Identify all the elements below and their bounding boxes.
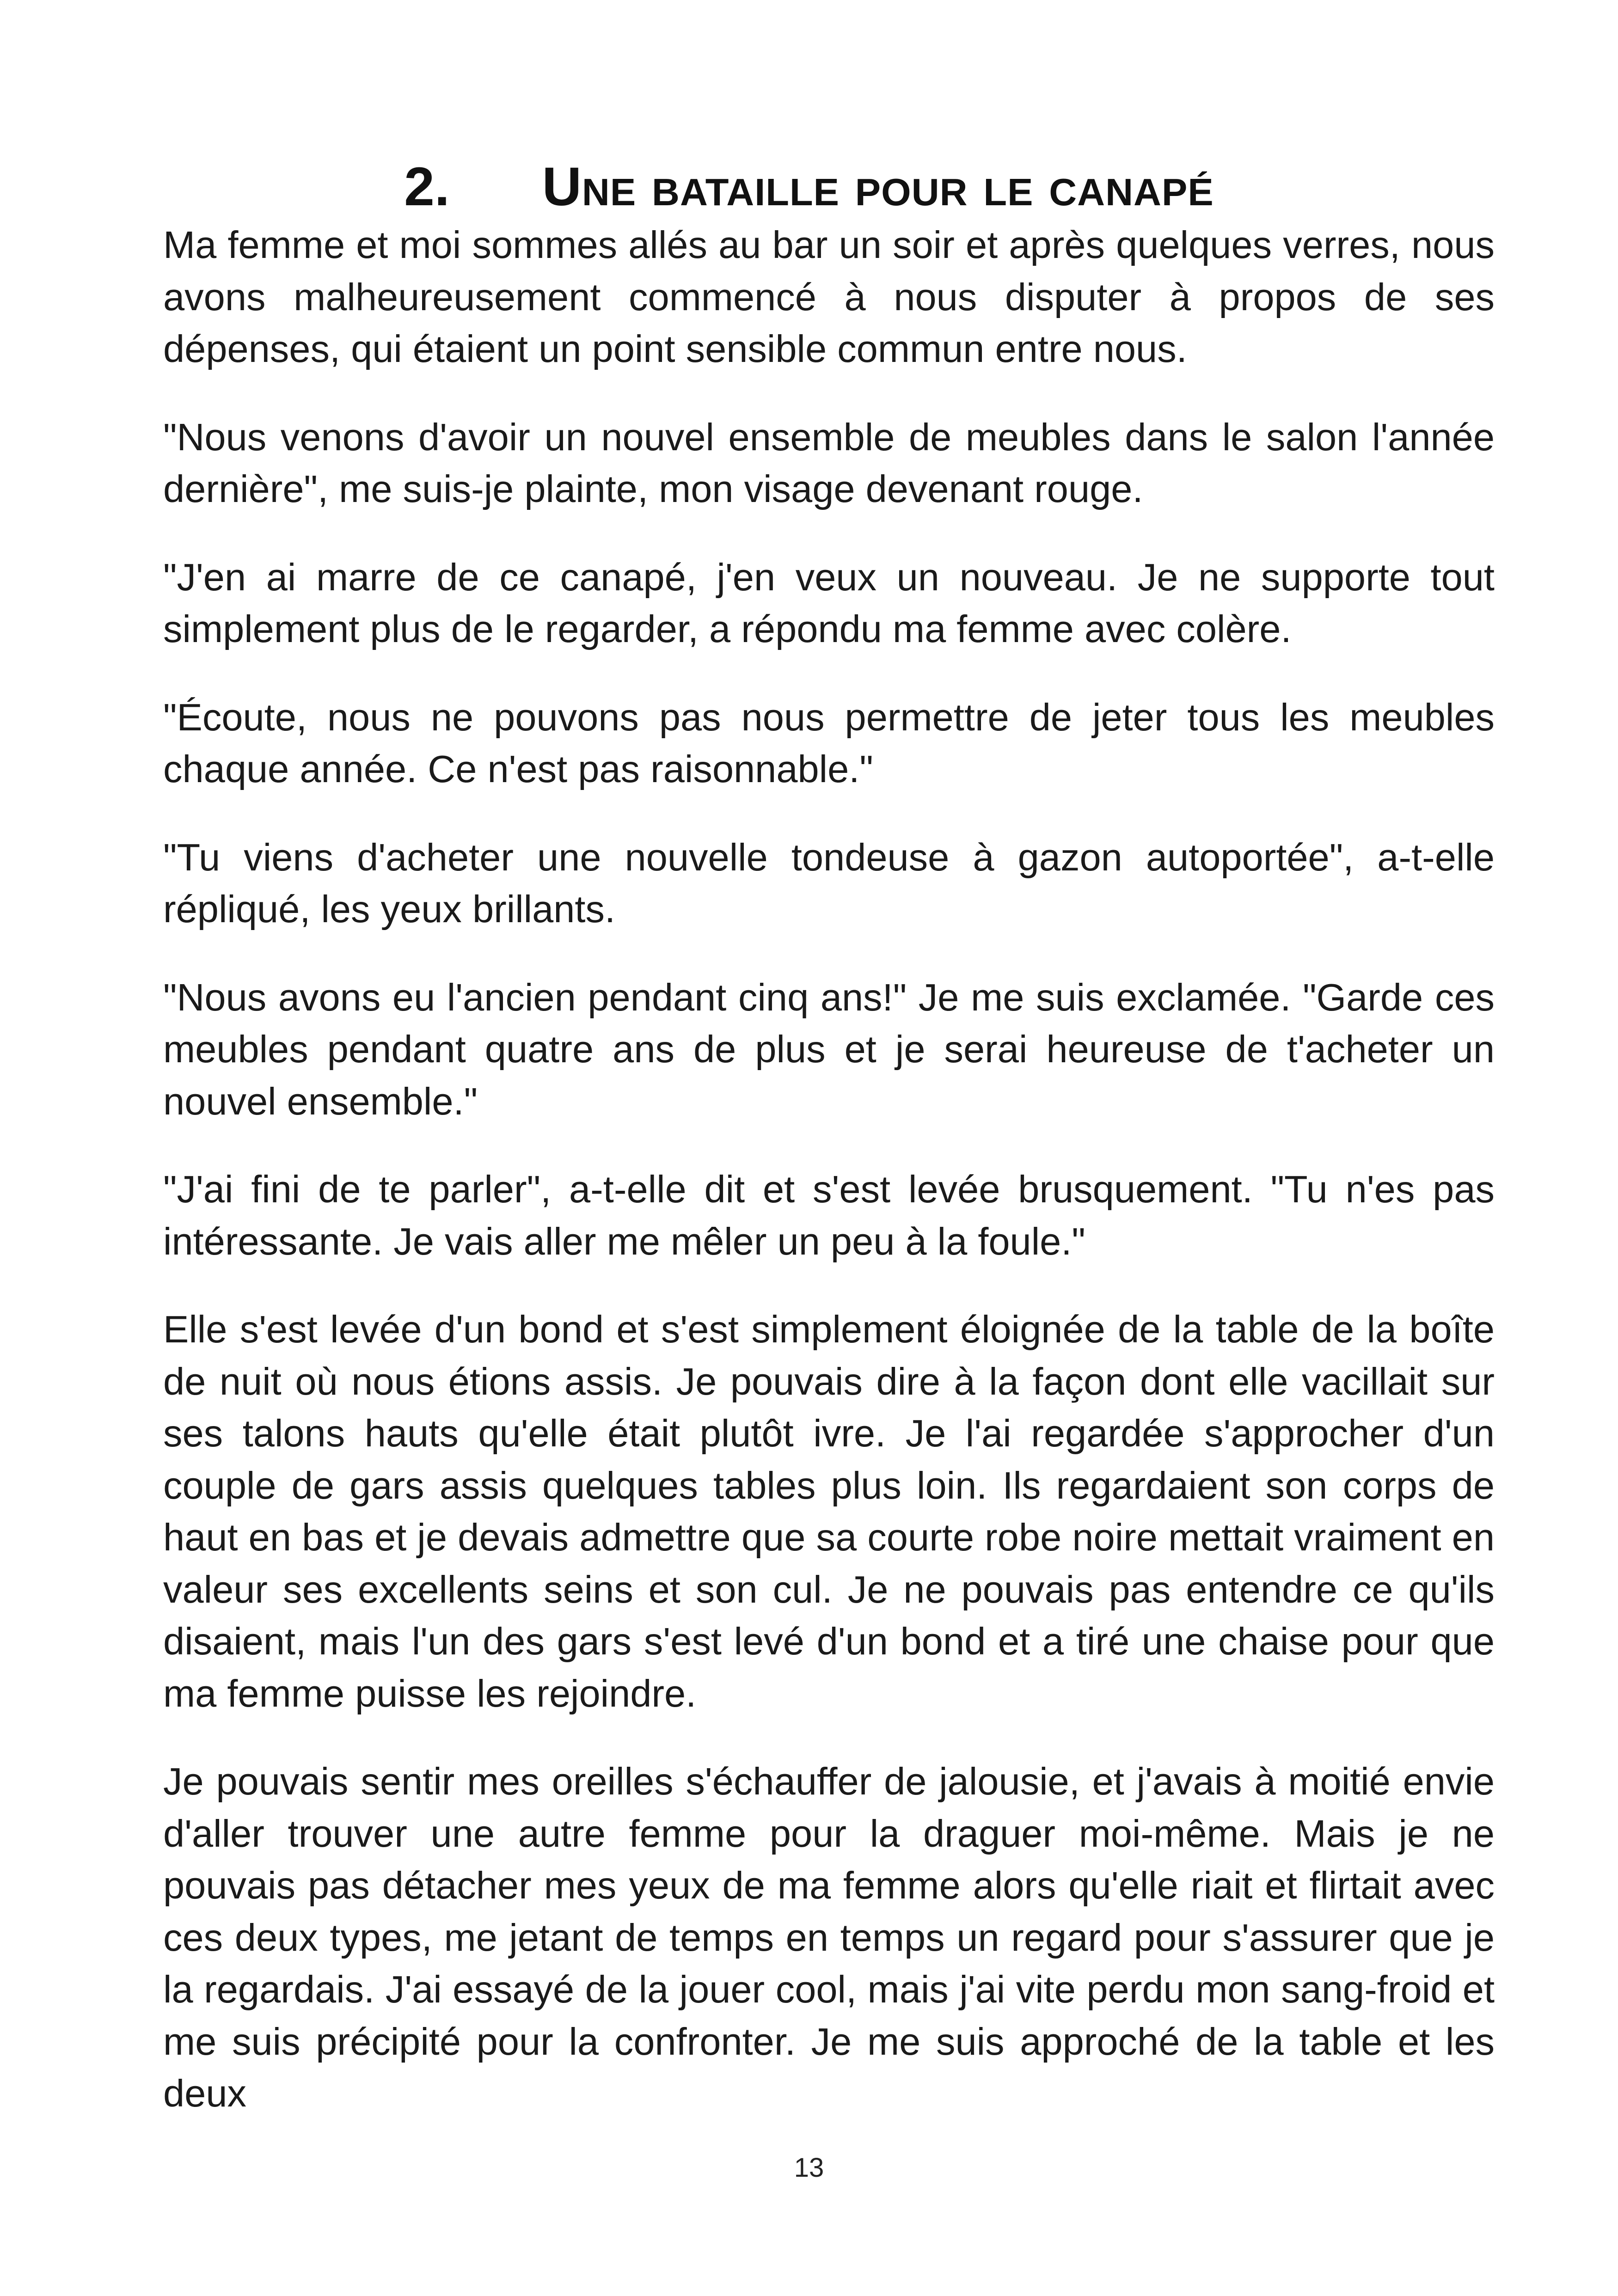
- chapter-body: [163, 219, 1495, 2120]
- paragraph: "Nous venons d'avoir un nouvel ensemble de meubles dans le salon l'année dernière", me suis-je plainte, mon visage devenant rouge.: [163, 415, 1495, 510]
- chapter-number: 2.: [404, 156, 450, 218]
- paragraph: "Nous avons eu l'ancien pendant cinq ans!" Je me suis exclamée. "Garde ces meubles pendant quatre ans de plus et je serai heureuse de t'acheter un nouvel ensemble.": [163, 975, 1495, 1123]
- chapter-heading: [0, 152, 1618, 221]
- chapter-title: Une bataille pour le canapé: [542, 156, 1214, 218]
- paragraph: "J'en ai marre de ce canapé, j'en veux un nouveau. Je ne supporte tout simplement plus de le regarder, a répondu ma femme avec colère.: [163, 555, 1495, 650]
- paragraph: "Tu viens d'acheter une nouvelle tondeuse à gazon autoportée", a-t-elle répliqué, les yeux brillants.: [163, 835, 1495, 931]
- paragraph: "Écoute, nous ne pouvons pas nous permettre de jeter tous les meubles chaque année. Ce n'est pas raisonnable.": [163, 695, 1495, 790]
- paragraph: Ma femme et moi sommes allés au bar un soir et après quelques verres, nous avons malheureusement commencé à nous disputer à propos de ses dépenses, qui étaient un point sensible commun entre nous.: [163, 223, 1495, 370]
- paragraph: Elle s'est levée d'un bond et s'est simplement éloignée de la table de la boîte de nuit où nous étions assis. Je pouvais dire à la façon dont elle vacillait sur ses talons hauts qu'elle était plutôt ivre. Je l'ai regardée s'approcher d'un couple de gars assis quelques tables plus loin. Ils regardaient son corps de haut en bas et je devais admettre que sa courte robe noire mettait vraiment en valeur ses excellents seins et son cul. Je ne pouvais pas entendre ce qu'ils disaient, mais l'un des gars s'est levé d'un bond et a tiré une chaise pour que ma femme puisse les rejoindre.: [163, 1308, 1495, 1715]
- paragraph: Je pouvais sentir mes oreilles s'échauffer de jalousie, et j'avais à moitié envie d'aller trouver une autre femme pour la draguer moi-même. Mais je ne pouvais pas détacher mes yeux de ma femme alors qu'elle riait et flirtait avec ces deux types, me jetant de temps en temps un regard pour s'assurer que je la regardais. J'ai essayé de la jouer cool, mais j'ai vite perdu mon sang-froid et me suis précipité pour la confronter. Je me suis approché de la table et les deux: [163, 1760, 1495, 2115]
- paragraph: "J'ai fini de te parler", a-t-elle dit et s'est levée brusquement. "Tu n'es pas intéressante. Je vais aller me mêler un peu à la foule.": [163, 1168, 1495, 1263]
- page-number: 13: [794, 2153, 824, 2183]
